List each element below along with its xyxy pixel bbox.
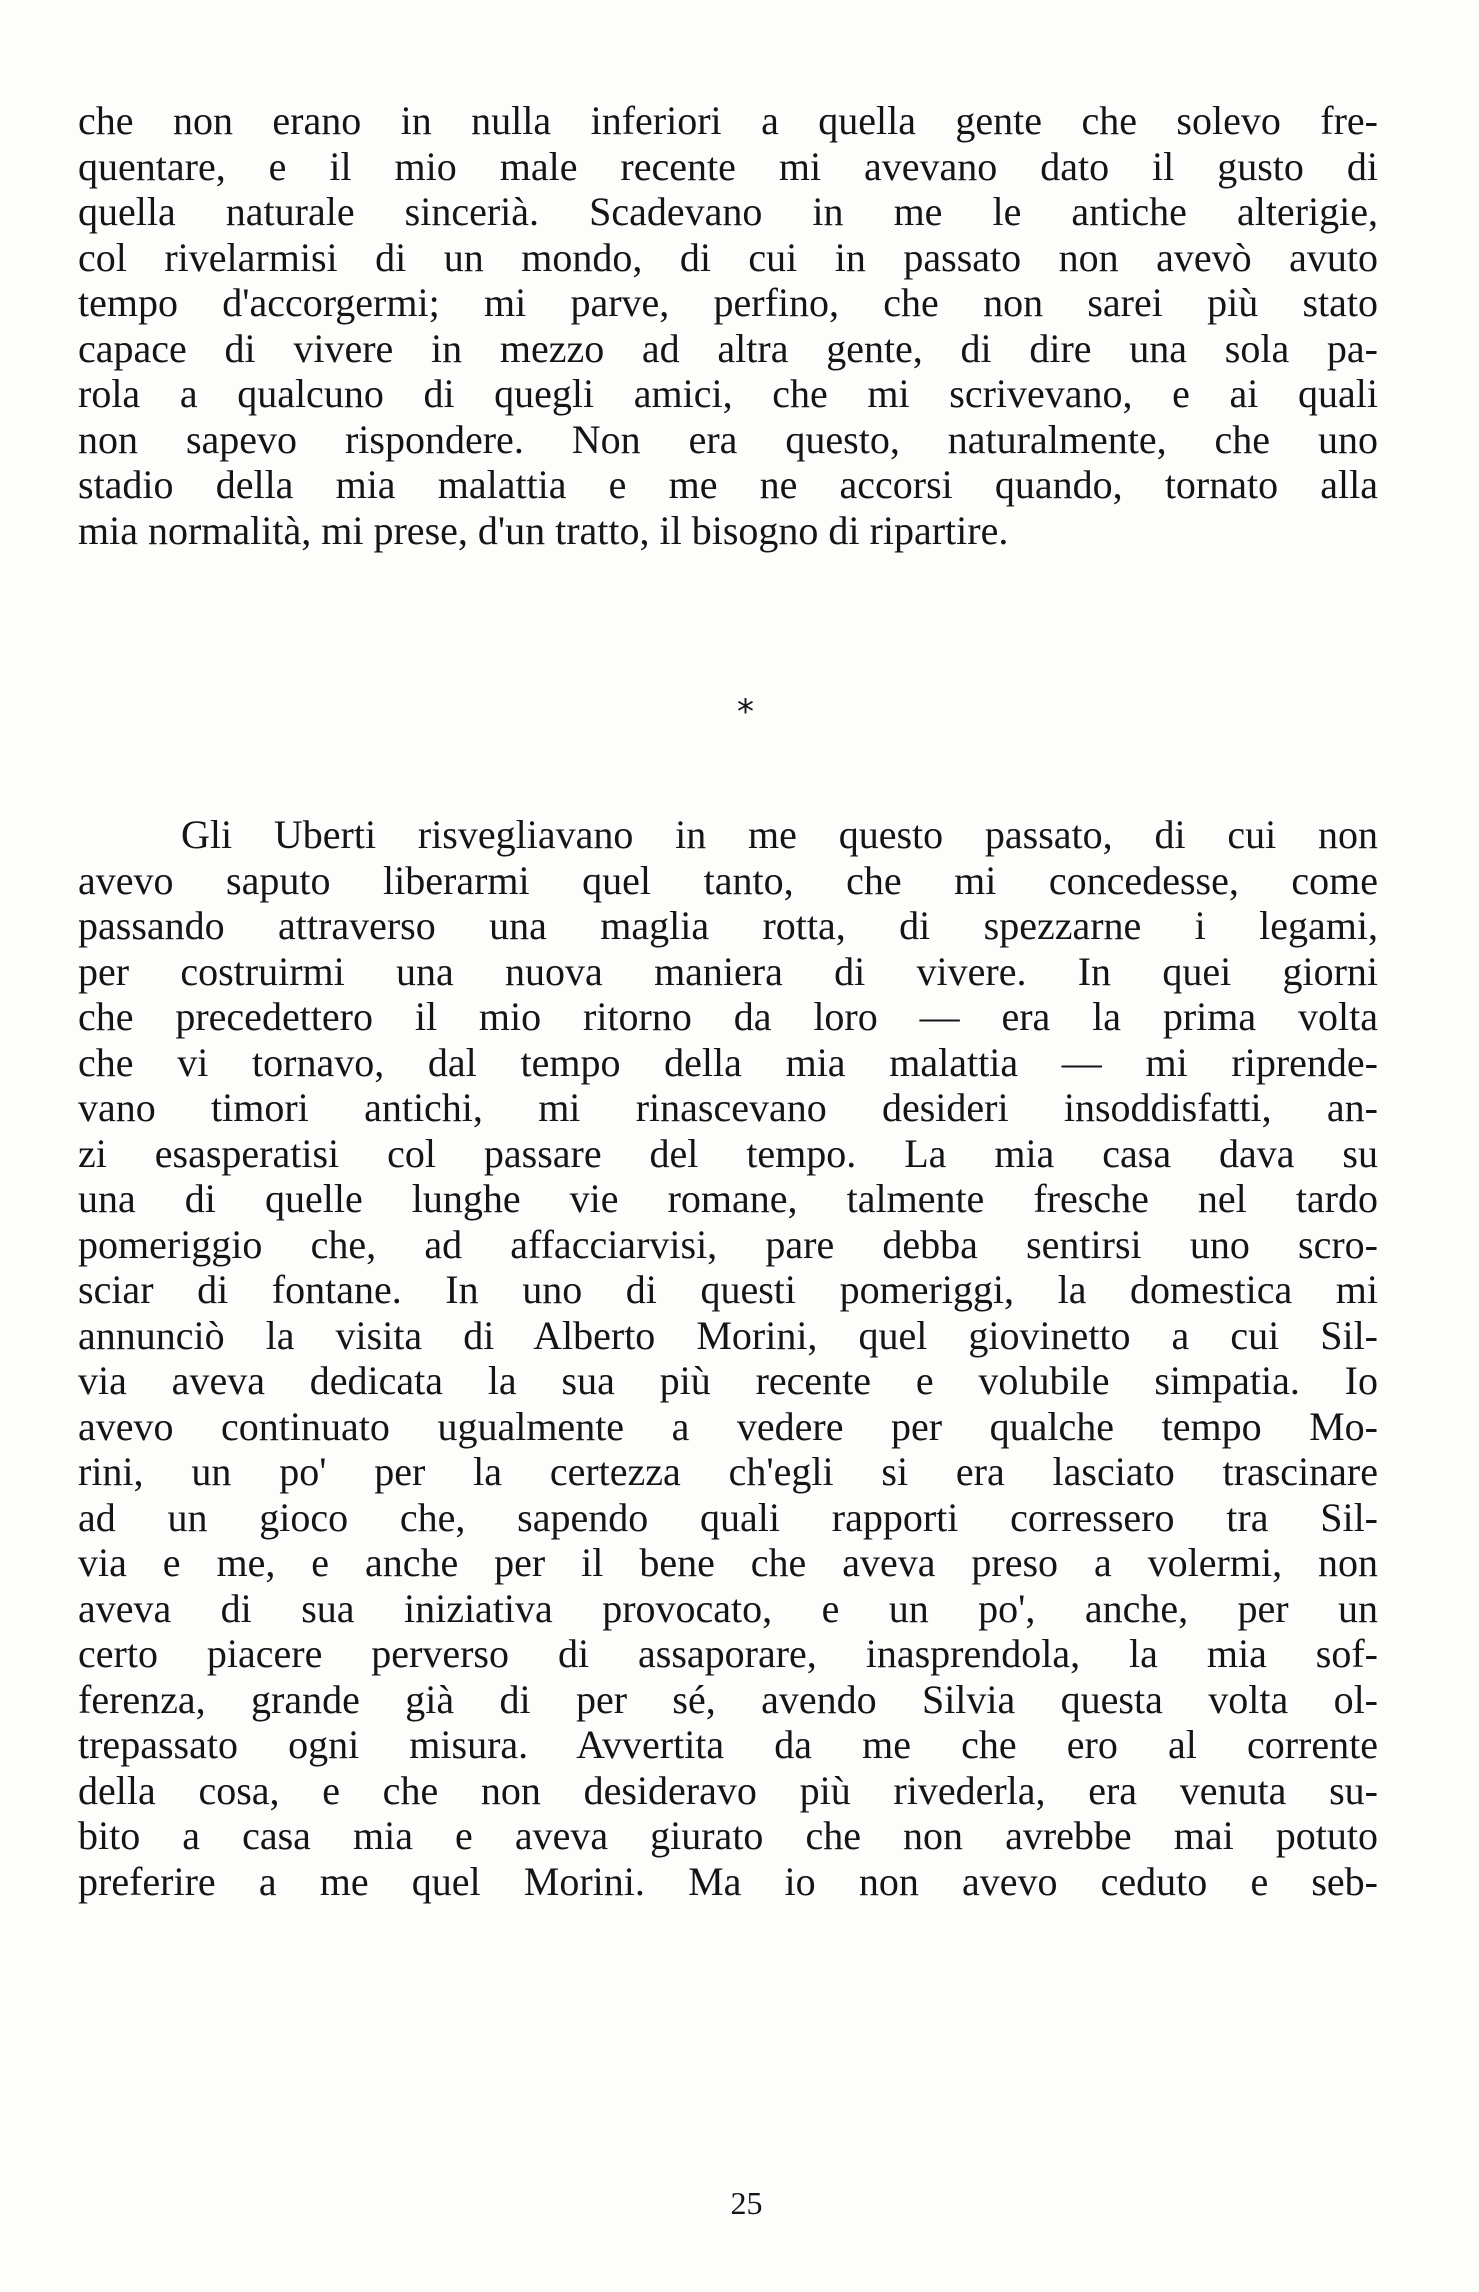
page-number: 25 xyxy=(730,2185,763,2221)
text-line: Gli Uberti risvegliavano in me questo passato, di cui non xyxy=(181,812,1378,857)
text-line: avevo saputo liberarmi quel tanto, che mi concedesse, come xyxy=(78,857,1378,903)
text-line: avevo continuato ugualmente a vedere per qualche tempo Mo- xyxy=(78,1403,1378,1449)
text-line: aveva di sua iniziativa provocato, e un po', anche, per un xyxy=(78,1585,1378,1631)
paragraph-1 xyxy=(78,98,1378,553)
text-line: preferire a me quel Morini. Ma io non avevo ceduto e seb- xyxy=(78,1858,1378,1904)
text-line: passando attraverso una maglia rotta, di spezzarne i legami, xyxy=(78,903,1378,948)
text-line: vano timori antichi, mi rinascevano desideri insoddisfatti, an- xyxy=(78,1085,1378,1130)
text-line: via aveva dedicata la sua più recente e volubile simpatia. Io xyxy=(78,1358,1378,1403)
text-line: annunciò la visita di Alberto Morini, quel giovinetto a cui Sil- xyxy=(78,1312,1378,1358)
text-line: rola a qualcuno di quegli amici, che mi scrivevano, e ai quali xyxy=(78,371,1378,416)
text-line: zi esasperatisi col passare del tempo. La mia casa dava su xyxy=(78,1130,1378,1176)
text-line: stadio della mia malattia e me ne accorsi quando, tornato alla xyxy=(78,462,1378,507)
text-line: col rivelarmisi di un mondo, di cui in passato non avevò avuto xyxy=(78,234,1378,280)
text-line: capace di vivere in mezzo ad altra gente, di dire una sola pa- xyxy=(78,325,1378,371)
section-separator: * xyxy=(737,692,754,732)
text-line: tempo d'accorgermi; mi parve, perfino, che non sarei più stato xyxy=(78,280,1378,325)
text-line: che vi tornavo, dal tempo della mia malattia — mi riprende- xyxy=(78,1039,1378,1085)
text-line: ferenza, grande già di per sé, avendo Silvia questa volta ol- xyxy=(78,1676,1378,1722)
text-line: per costruirmi una nuova maniera di vivere. In quei giorni xyxy=(78,948,1378,994)
text-line: che precedettero il mio ritorno da loro — era la prima volta xyxy=(78,994,1378,1039)
text-line: della cosa, e che non desideravo più rivederla, era venuta su- xyxy=(78,1767,1378,1813)
text-line: una di quelle lunghe vie romane, talmente fresche nel tardo xyxy=(78,1176,1378,1221)
paragraph-2 xyxy=(78,812,1378,1904)
text-line: che non erano in nulla inferiori a quella gente che solevo fre- xyxy=(78,98,1378,143)
text-line: pomeriggio che, ad affacciarvisi, pare debba sentirsi uno scro- xyxy=(78,1221,1378,1267)
text-line: sciar di fontane. In uno di questi pomeriggi, la domestica mi xyxy=(78,1267,1378,1312)
text-line: mia normalità, mi prese, d'un tratto, il bisogno di ripartire. xyxy=(78,507,1009,553)
text-line: ad un gioco che, sapendo quali rapporti corressero tra Sil- xyxy=(78,1494,1378,1540)
text-line: quentare, e il mio male recente mi avevano dato il gusto di xyxy=(78,143,1378,189)
text-line: via e me, e anche per il bene che aveva preso a volermi, non xyxy=(78,1540,1378,1585)
text-line: non sapevo rispondere. Non era questo, naturalmente, che uno xyxy=(78,416,1378,462)
text-line: bito a casa mia e aveva giurato che non avrebbe mai potuto xyxy=(78,1813,1378,1858)
text-line: trepassato ogni misura. Avvertita da me che ero al corrente xyxy=(78,1722,1378,1767)
text-line: quella naturale sincerià. Scadevano in me le antiche alterigie, xyxy=(78,189,1378,234)
text-line: certo piacere perverso di assaporare, inasprendola, la mia sof- xyxy=(78,1631,1378,1676)
text-line: rini, un po' per la certezza ch'egli si era lasciato trascinare xyxy=(78,1449,1378,1494)
